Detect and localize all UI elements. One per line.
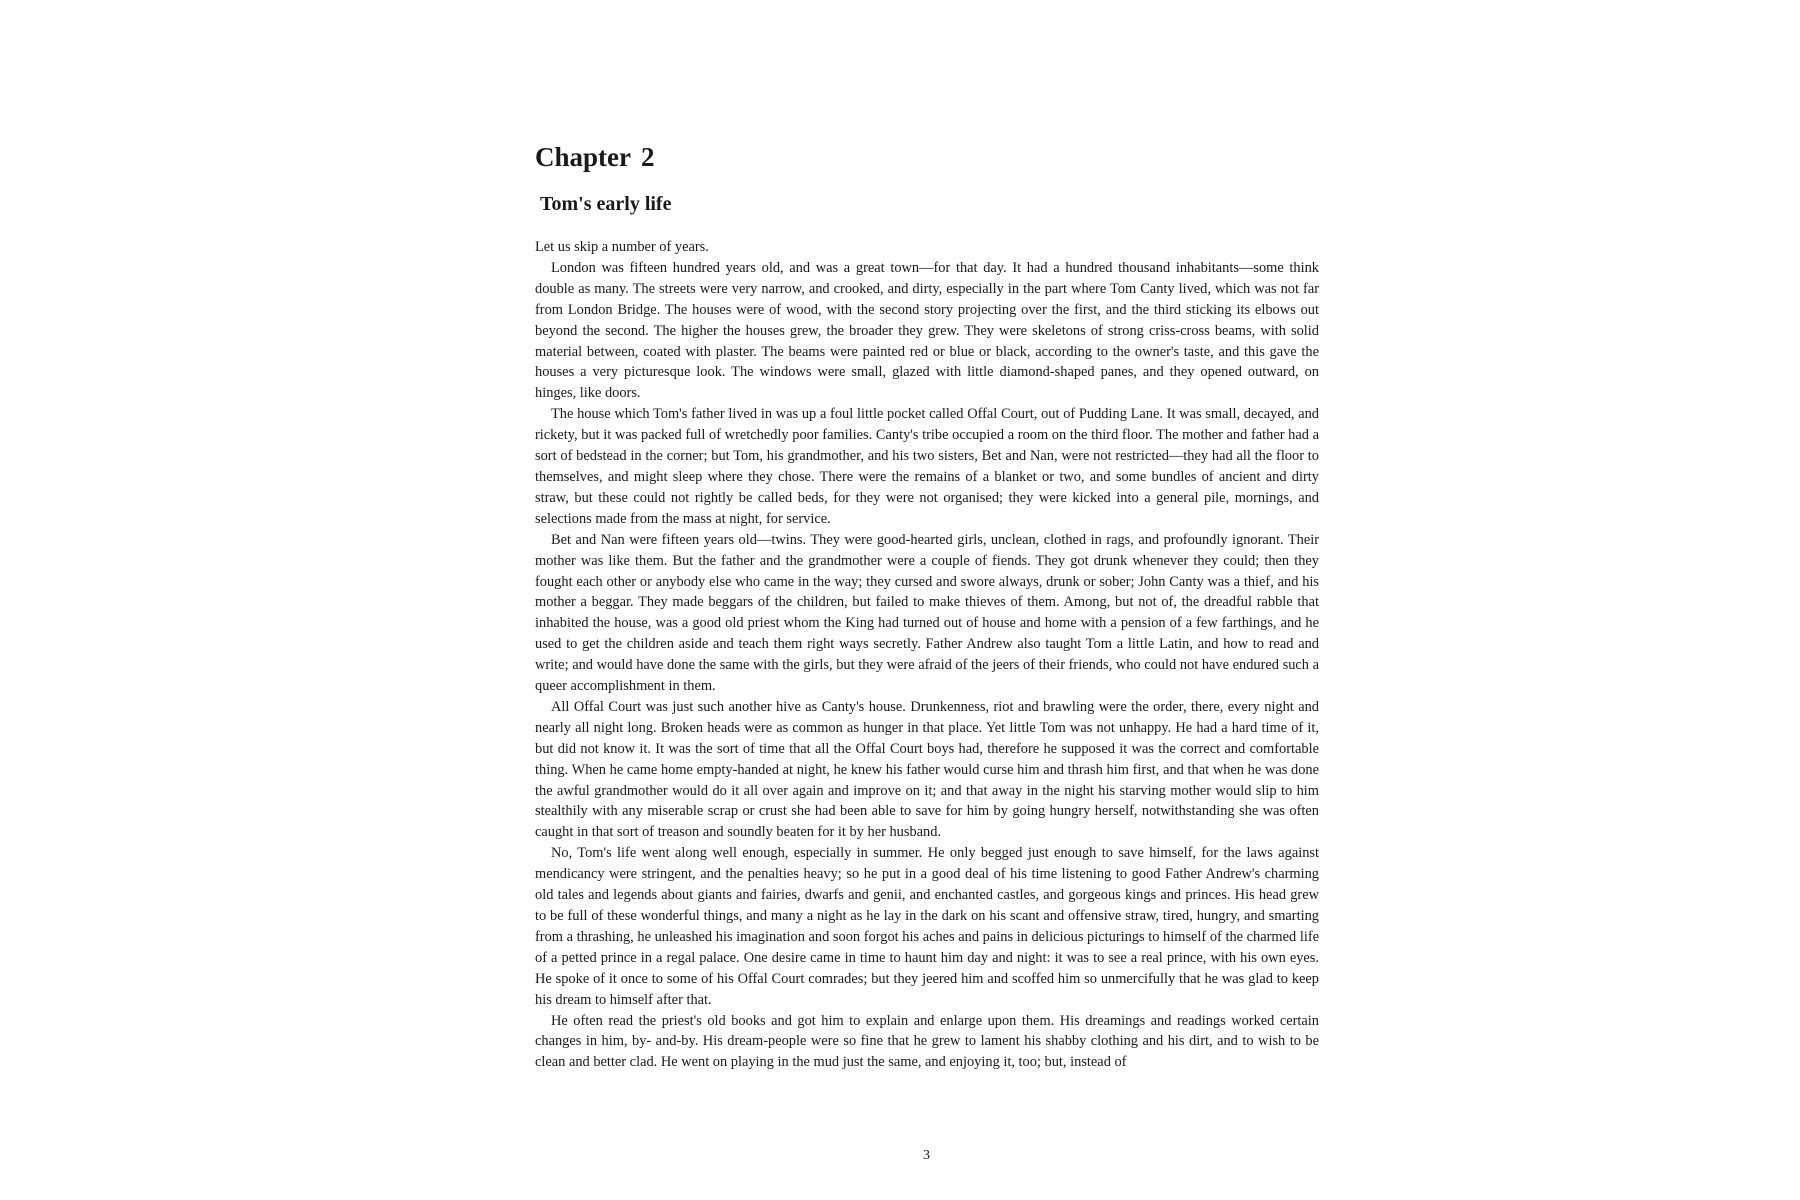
- paragraph: London was fifteen hundred years old, and was a great town—for that day. It had a hundred thousand inhabitants—some think double as many. The streets were very narrow, and crooked, and dirty, especially in the part where Tom Canty lived, which was not far from London Bridge. The houses were of wood, with the second story projecting over the first, and the third sticking its elbows out beyond the second. The higher the houses grew, the broader they grew. They were skeletons of strong criss-cross beams, with solid material between, coated with plaster. The beams were painted red or blue or black, according to the owner's taste, and this gave the houses a very picturesque look. The windows were small, glazed with little diamond-shaped panes, and they opened outward, on hinges, like doors.: [535, 259, 1319, 402]
- chapter-label: Chapter: [535, 142, 631, 172]
- paragraph: The house which Tom's father lived in was up a foul little pocket called Offal Court, out of Pudding Lane. It was small, decayed, and rickety, but it was packed full of wretchedly poor families. Canty's tribe occupied a room on the third floor. The mother and father had a sort of bedstead in the corner; but Tom, his grandmother, and his two sisters, Bet and Nan, were not restricted—they had all the floor to themselves, and might sleep where they chose. There were the remains of a blanket or two, and some bundles of ancient and dirty straw, but these could not rightly be called beds, for they were not organised; they were kicked into a general pile, mornings, and selections made from the mass at night, for service.: [535, 406, 1319, 527]
- chapter-body: [535, 237, 1319, 1073]
- paragraph: Let us skip a number of years.: [535, 239, 709, 255]
- paragraph: No, Tom's life went along well enough, especially in summer. He only begged just enough to save himself, for the laws against mendicancy were stringent, and the penalties heavy; so he put in a good deal of his time listening to good Father Andrew's charming old tales and legends about giants and fairies, dwarfs and genii, and enchanted castles, and gorgeous kings and princes. His head grew to be full of these wonderful things, and many a night as he lay in the dark on his scant and offensive straw, tired, hungry, and smarting from a thrashing, he unleashed his imagination and soon forgot his aches and pains in delicious picturings to himself of the charmed life of a petted prince in a regal palace. One desire came in time to haunt him day and night: it was to see a real prince, with his own eyes. He spoke of it once to some of his Offal Court comrades; but they jeered him and scoffed him so unmercifully that he was glad to keep his dream to himself after that.: [535, 845, 1319, 1008]
- paragraph: All Offal Court was just such another hive as Canty's house. Drunkenness, riot and brawling were the order, there, every night and nearly all night long. Broken heads were as common as hunger in that place. Yet little Tom was not unhappy. He had a hard time of it, but did not know it. It was the sort of time that all the Offal Court boys had, therefore he supposed it was the correct and comfortable thing. When he came home empty-handed at night, he knew his father would curse him and thrash him first, and that when he was done the awful grandmother would do it all over again and improve on it; and that away in the night his starving mother would slip to him stealthily with any miserable scrap or crust she had been able to save for him by going hungry herself, notwithstanding she was often caught in that sort of treason and soundly beaten for it by her husband.: [535, 698, 1319, 841]
- chapter-heading: [535, 140, 1319, 174]
- paragraph: Bet and Nan were fifteen years old—twins. They were good-hearted girls, unclean, clothed in rags, and profoundly ignorant. Their mother was like them. But the father and the grandmother were a couple of fiends. They got drunk whenever they could; then they fought each other or anybody else who came in the way; they cursed and swore always, drunk or sober; John Canty was a thief, and his mother a beggar. They made beggars of the children, but failed to make thieves of them. Among, but not of, the dreadful rabble that inhabited the house, was a good old priest whom the King had turned out of house and home with a pension of a few farthings, and he used to get the children aside and teach them right ways secretly. Father Andrew also taught Tom a little Latin, and how to read and write; and would have done the same with the girls, but they were afraid of the jeers of their friends, who could not have endured such a queer accomplishment in them.: [535, 531, 1319, 695]
- page-number: 3: [923, 1148, 930, 1163]
- text-block: [535, 140, 1319, 1073]
- chapter-title: Tom's early life: [540, 193, 672, 215]
- paragraph: He often read the priest's old books and got him to explain and enlarge upon them. His dreamings and readings worked certain changes in him, by- and-by. His dream-people were so fine that he grew to lament his shabby clothing and his dirt, and to wish to be clean and better clad. He went on playing in the mud just the same, and enjoying it, too; but, instead of: [535, 1012, 1319, 1071]
- chapter-number: 2: [641, 142, 655, 172]
